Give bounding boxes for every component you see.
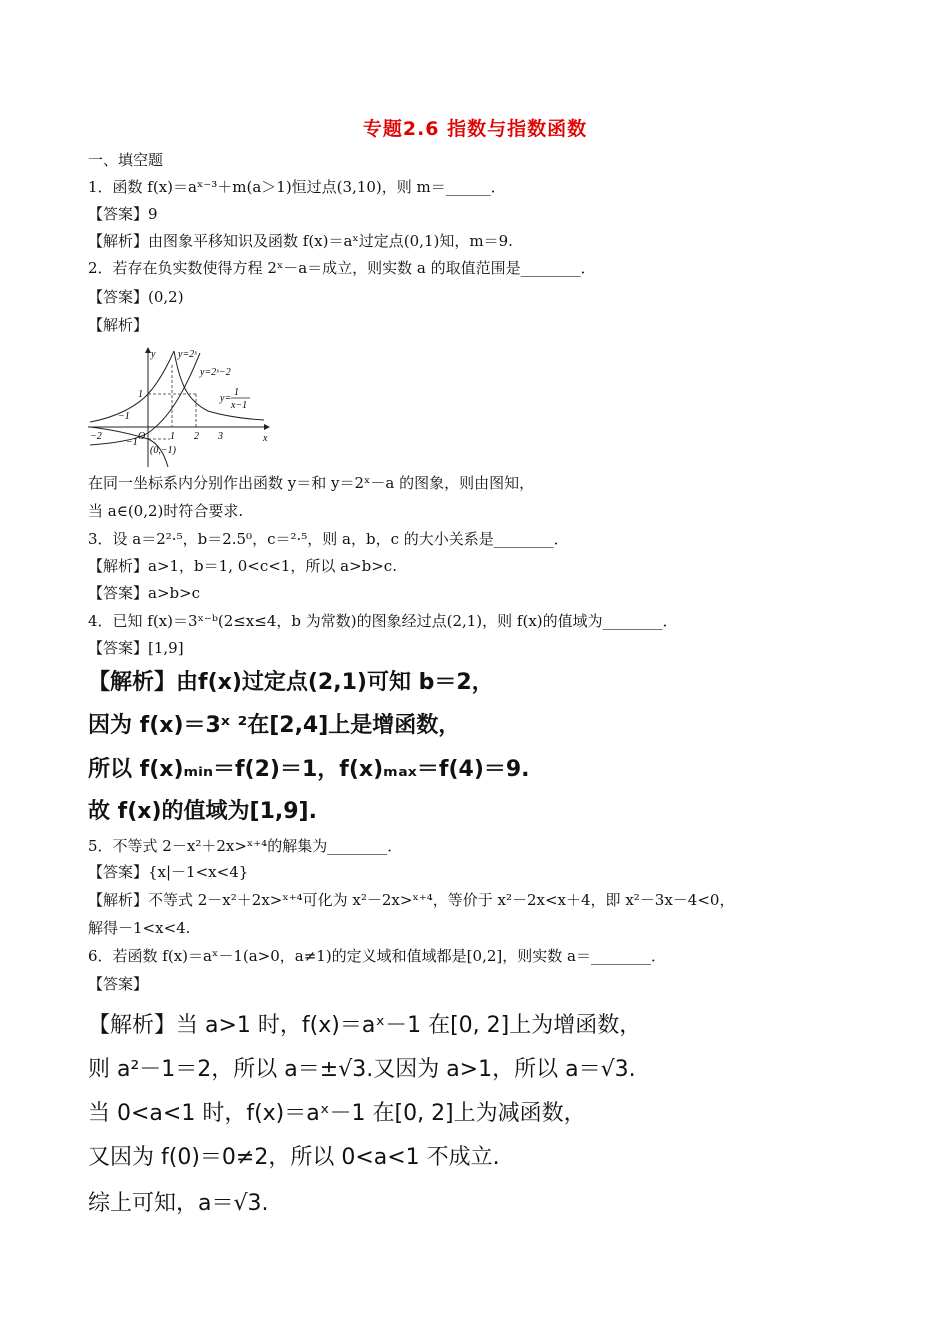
q5-question: 5．不等式 2－x²＋2x>ˣ⁺⁴的解集为________． xyxy=(88,837,403,855)
y-axis-label: y xyxy=(151,349,156,360)
ytick-neg1: −1 xyxy=(126,437,138,448)
q6-analysis-line2: 则 a²－1＝2，所以 a＝±√3.又因为 a>1，所以 a＝√3. xyxy=(88,1057,636,1082)
curve-reciprocal-right xyxy=(174,351,264,420)
q6-analysis-line1: 【解析】当 a>1 时，f(x)＝aˣ－1 在[0, 2]上为增函数， xyxy=(88,1013,642,1038)
q5-analysis: 【解析】不等式 2－x²＋2x>ˣ⁺⁴可化为 x²－2x>ˣ⁺⁴，等价于 x²－2x<x＋4，即 x²－3x－4<0， xyxy=(88,891,735,909)
q1-answer: 【答案】9 xyxy=(88,205,158,223)
q6-analysis-line4: 又因为 f(0)＝0≠2，所以 0<a<1 不成立. xyxy=(88,1145,500,1170)
tick-3: 3 xyxy=(218,431,223,442)
point-label: (0,−1) xyxy=(150,445,176,456)
q1-analysis: 【解析】由图象平移知识及函数 f(x)＝aˣ过定点(0,1)知，m＝9. xyxy=(88,232,513,250)
tick-neg1: −1 xyxy=(118,411,130,422)
q2-answer: 【答案】(0,2) xyxy=(88,288,184,306)
q2-question: 2．若存在负实数使得方程 2ˣ－a＝成立，则实数 a 的取值范围是________． xyxy=(88,259,596,277)
origin-label: O xyxy=(138,431,146,442)
curve1-label: y=2ˣ xyxy=(178,349,198,360)
q2-analysis-label: 【解析】 xyxy=(88,316,149,334)
q6-analysis-line5: 综上可知，a＝√3. xyxy=(88,1191,269,1216)
curve2-label: y=2ˣ−2 xyxy=(200,367,231,378)
curve3-label-den: x−1 xyxy=(231,400,248,411)
curve3-label-num: 1 xyxy=(234,387,239,398)
section-heading: 一、填空题 xyxy=(88,151,164,169)
q1-question: 1．函数 f(x)＝aˣ⁻³＋m(a＞1)恒过点(3,10)，则 m＝______． xyxy=(88,178,506,196)
q4-analysis-line4: 故 f(x)的值域为[1,9]. xyxy=(88,799,317,824)
page-title: 专题2.6 指数与指数函数 xyxy=(362,118,588,140)
q5-analysis2: 解得－1<x<4. xyxy=(88,919,191,937)
tick-1: 1 xyxy=(170,431,175,442)
tick-2: 2 xyxy=(194,431,199,442)
q2-analysis-text2: 当 a∈(0,2)时符合要求. xyxy=(88,502,244,520)
q5-answer: 【答案】{x|－1<x<4} xyxy=(88,863,249,881)
q2-analysis-text1: 在同一坐标系内分别作出函数 y＝和 y＝2ˣ－a 的图象，则由图知， xyxy=(88,474,535,492)
q4-analysis-line3: 所以 f(x)ₘᵢₙ＝f(2)＝1，f(x)ₘₐₓ＝f(4)＝9. xyxy=(88,757,530,782)
q3-analysis: 【解析】a>1，b＝1, 0<c<1，所以 a>b>c. xyxy=(88,557,397,575)
q2-function-graph xyxy=(88,345,274,469)
q6-answer: 【答案】 xyxy=(88,975,149,993)
ytick-1: 1 xyxy=(138,389,143,400)
q4-answer: 【答案】[1,9] xyxy=(88,639,184,657)
q4-question: 4．已知 f(x)＝3ˣ⁻ᵇ(2≤x≤4，b 为常数)的图象经过点(2,1)，则 f(x)的值域为________． xyxy=(88,612,678,630)
q4-analysis-line2: 因为 f(x)＝3ˣ ²在[2,4]上是增函数， xyxy=(88,713,461,738)
curve3-label-prefix: y= xyxy=(220,393,232,404)
q3-question: 3．设 a＝2²·⁵，b＝2.5⁰，c＝²·⁵，则 a，b，c 的大小关系是________． xyxy=(88,530,569,548)
curve-y-2x xyxy=(90,351,174,422)
q6-analysis-line3: 当 0<a<1 时，f(x)＝aˣ－1 在[0, 2]上为减函数， xyxy=(88,1101,586,1126)
tick-neg2: −2 xyxy=(90,431,102,442)
x-axis-label: x xyxy=(263,433,268,444)
q4-analysis-line1: 【解析】由f(x)过定点(2,1)可知 b＝2， xyxy=(88,670,494,695)
q3-answer: 【答案】a>b>c xyxy=(88,584,201,602)
q6-question: 6．若函数 f(x)＝aˣ－1(a>0，a≠1)的定义域和值域都是[0,2]，则实数 a＝________． xyxy=(88,947,666,965)
